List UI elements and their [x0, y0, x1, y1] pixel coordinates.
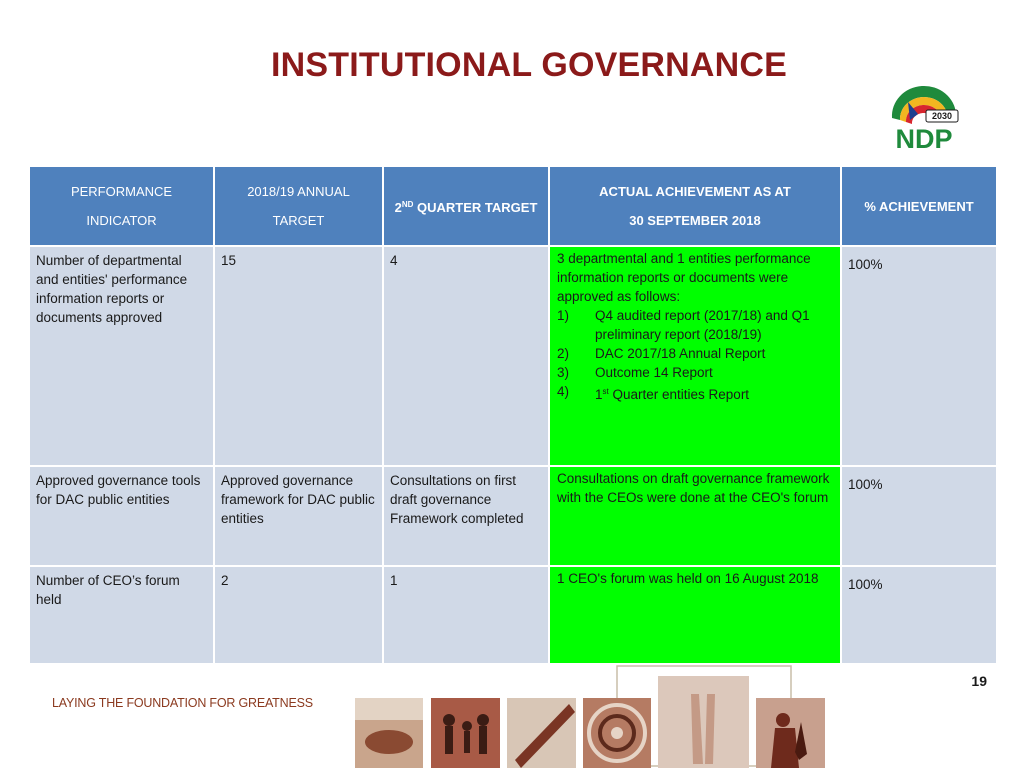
header-performance-indicator: PERFORMANCE INDICATOR: [29, 166, 214, 246]
actual-achievement-cell: Consultations on draft governance framework with the CEOs were done at the CEO's forum: [549, 466, 841, 566]
logo-year: 2030: [931, 111, 953, 121]
actual-intro: 3 departmental and 1 entities performance information reports or documents were approved as follows:: [557, 251, 811, 304]
annual-target-cell: 2: [214, 566, 383, 664]
table-header-row: [29, 166, 997, 246]
achievement-list: [557, 306, 833, 404]
quarter-target-cell: 4: [383, 246, 549, 466]
photo-family-silhouette: [431, 698, 500, 768]
actual-achievement-cell: 1 CEO's forum was held on 16 August 2018: [549, 566, 841, 664]
list-item: 4) 1st Quarter entities Report: [557, 384, 750, 402]
quarter-target-cell: Consultations on first draft governance Framework completed: [383, 466, 549, 566]
achievement-cell: 100%: [841, 566, 997, 664]
governance-table: [28, 165, 998, 665]
footer-tagline: LAYING THE FOUNDATION FOR GREATNESS: [52, 696, 313, 710]
footer-photo-strip: [355, 664, 830, 768]
list-item: 2) DAC 2017/18 Annual Report: [557, 346, 766, 361]
list-item: 3) Outcome 14 Report: [557, 365, 713, 380]
page-title: INSTITUTIONAL GOVERNANCE: [270, 46, 788, 84]
header-percent-achievement: % ACHIEVEMENT: [841, 166, 997, 246]
table-row: [29, 566, 997, 664]
photo-film-reel: [507, 698, 576, 768]
logo-text: NDP: [895, 124, 953, 154]
actual-achievement-cell: [549, 246, 841, 466]
indicator-cell: Approved governance tools for DAC public entities: [29, 466, 214, 566]
photo-beaded-pattern: [583, 698, 651, 768]
ndp-2030-logo: [886, 84, 966, 154]
page-number: 19: [971, 673, 987, 689]
annual-target-cell: Approved governance framework for DAC public entities: [214, 466, 383, 566]
table-row: [29, 466, 997, 566]
indicator-cell: Number of departmental and entities' performance information reports or documents approved: [29, 246, 214, 466]
photo-ballet-dancer: [658, 676, 749, 768]
quarter-target-cell: 1: [383, 566, 549, 664]
annual-target-cell: 15: [214, 246, 383, 466]
header-annual-target: 2018/19 ANNUAL TARGET: [214, 166, 383, 246]
list-item: 1) Q4 audited report (2017/18) and Q1 preliminary report (2018/19): [557, 308, 810, 342]
photo-hands-reading: [355, 698, 423, 768]
achievement-cell: 100%: [841, 246, 997, 466]
header-quarter-target: 2ND QUARTER TARGET: [383, 166, 549, 246]
achievement-cell: 100%: [841, 466, 997, 566]
table-row: [29, 246, 997, 466]
indicator-cell: Number of CEO’s forum held: [29, 566, 214, 664]
photo-saxophone-player: [756, 698, 825, 768]
header-actual-achievement: ACTUAL ACHIEVEMENT AS AT 30 SEPTEMBER 2018: [549, 166, 841, 246]
